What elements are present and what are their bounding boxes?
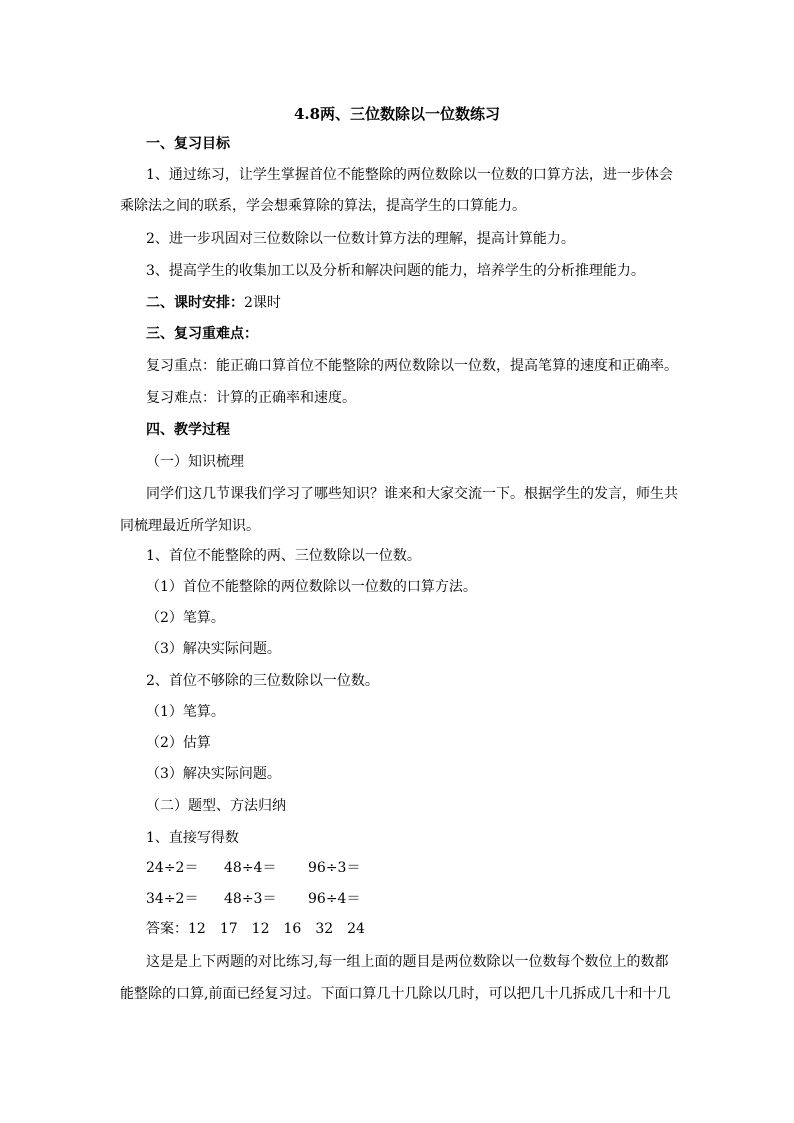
- document-title: 4.8两、三位数除以一位数练习: [293, 105, 501, 123]
- answer-value: 16: [283, 921, 302, 937]
- section-heading-review-goals: 一、复习目标: [146, 136, 230, 152]
- list-item-1: 1、首位不能整除的两、三位数除以一位数。: [146, 548, 421, 564]
- schedule-value: 2课时: [244, 295, 281, 311]
- knowledge-paragraph-line-1: 同学们这几节课我们学习了哪些知识？谁来和大家交流一下。根据学生的发言，师生共: [146, 486, 678, 502]
- list-item-1-1: （1）首位不能整除的两位数除以一位数的口算方法。: [146, 579, 477, 595]
- goal-1-line-1: 1、通过练习，让学生掌握首位不能整除的两位数除以一位数的口算方法，进一步体会: [146, 167, 673, 183]
- subheading-knowledge: （一）知识梳理: [146, 454, 244, 470]
- list-item-1-2: （2）笔算。: [146, 610, 225, 626]
- answer-label: 答案：: [146, 921, 188, 937]
- answer-value: 12: [188, 921, 206, 937]
- section-heading-key-points: 三、复习重难点：: [146, 326, 258, 342]
- math-item: 24÷2＝: [146, 860, 199, 876]
- list-item-2-2: （2）估算: [146, 735, 211, 751]
- math-item: 48÷4＝: [224, 860, 277, 876]
- answers-row: [146, 919, 379, 939]
- math-item: 48÷3＝: [224, 891, 277, 907]
- answer-value: 24: [347, 921, 365, 937]
- math-item: 34÷2＝: [146, 891, 199, 907]
- goal-2: 2、进一步巩固对三位数除以一位数计算方法的理解，提高计算能力。: [146, 231, 575, 247]
- answer-value: 12: [251, 921, 270, 937]
- goal-3: 3、提高学生的收集加工以及分析和解决问题的能力，培养学生的分析推理能力。: [146, 263, 645, 279]
- goal-1-line-2: 乘除法之间的联系，学会想乘算除的算法，提高学生的口算能力。: [120, 198, 526, 214]
- schedule-label: 二、课时安排：: [146, 295, 244, 311]
- difficult-point: 复习难点：计算的正确率和速度。: [146, 390, 356, 406]
- math-row-2: [146, 889, 388, 909]
- math-item: 96÷3＝: [308, 860, 361, 876]
- question-1: 1、直接写得数: [146, 830, 239, 846]
- key-point: 复习重点：能正确口算首位不能整除的两位数除以一位数，提高笔算的速度和正确率。: [146, 358, 678, 374]
- answer-value: 32: [315, 921, 334, 937]
- list-item-1-3: （3）解决实际问题。: [146, 641, 281, 657]
- math-row-1: [146, 858, 388, 878]
- list-item-2-3: （3）解决实际问题。: [146, 766, 281, 782]
- explanation-line-2: 能整除的口算,前面已经复习过。下面口算几十几除以几时，可以把几十几拆成几十和十几: [120, 986, 671, 1002]
- explanation-line-1: 这是是上下两题的对比练习,每一组上面的题目是两位数除以一位数每个数位上的数都: [146, 954, 669, 970]
- list-item-2-1: （1）笔算。: [146, 704, 225, 720]
- list-item-2: 2、首位不够除的三位数除以一位数。: [146, 673, 379, 689]
- knowledge-paragraph-line-2: 同梳理最近所学知识。: [120, 518, 260, 534]
- subheading-methods: （二）题型、方法归纳: [146, 798, 286, 814]
- section-heading-teaching-process: 四、教学过程: [146, 422, 230, 438]
- section-heading-schedule: [146, 293, 702, 313]
- math-item: 96÷4＝: [308, 891, 361, 907]
- answer-value: 17: [219, 921, 238, 937]
